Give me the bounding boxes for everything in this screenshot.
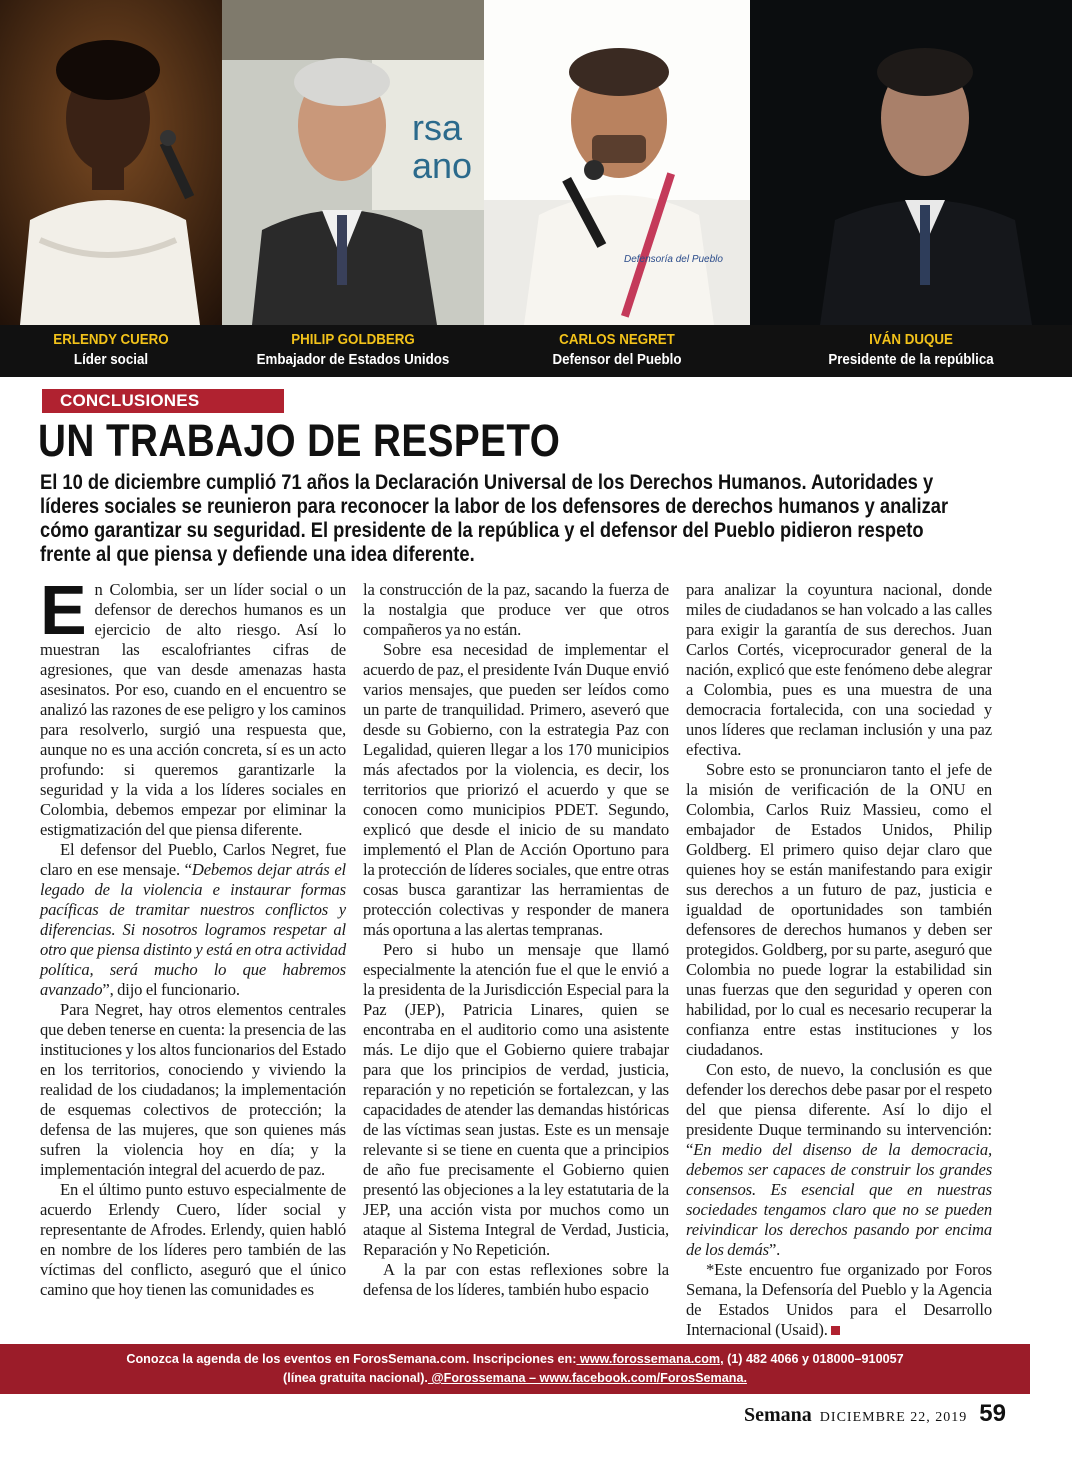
paragraph-text: ”.	[768, 1240, 781, 1259]
paragraph-text: *Este encuentro fue organizado por Foros Semana, la Defensoría del Pueblo y la Agencia de Estados Unidos para el Desarrollo Internacional (Usaid).	[686, 1260, 992, 1339]
paragraph: para analizar la coyuntura nacional, donde miles de ciudadanos se han volcado a las calles para exigir la garantía de sus derechos. Juan Carlos Cortés, viceprocurador general de la nación, explicó que este fenómeno debe alegrar a Colombia, pues es una muestra de una democracia fortalecida, con una sociedad y unos líderes que reclaman inclusión y una paz efectiva.	[686, 580, 992, 759]
caption-role: Defensor del Pueblo	[552, 352, 682, 368]
paragraph	[686, 1260, 992, 1340]
caption-role: Líder social	[73, 352, 149, 368]
social-link[interactable]: @Forossemana – www.facebook.com/ForosSemana.	[427, 1371, 747, 1385]
paragraph	[686, 1060, 992, 1260]
paragraph	[40, 840, 346, 1000]
end-mark-icon	[831, 1326, 840, 1335]
footer-text: Conozca la agenda de los eventos en ForosSemana.com. Inscripciones en:	[126, 1352, 577, 1366]
caption-role: Embajador de Estados Unidos	[256, 352, 450, 368]
footer-line-2	[0, 1369, 1030, 1388]
issue-date: DICIEMBRE 22, 2019	[819, 1410, 968, 1425]
drop-cap: E	[40, 571, 87, 649]
paragraph-text: ”, dijo el funcionario.	[102, 980, 240, 999]
quote-text: Debemos dejar atrás el legado de la violencia e instaurar formas pacíficas de tramitar nuestros conflictos y diferencias. Si nosotros logramos respetar al otro que piensa distinto y está en otra actividad política, será mucho lo que habremos avanzado	[40, 860, 346, 999]
caption-carlos-negret	[495, 325, 740, 377]
caption-name: ERLENDY CUERO	[53, 332, 169, 348]
caption-name: CARLOS NEGRET	[559, 332, 675, 348]
caption-ivan-duque	[763, 325, 1059, 377]
page-footer	[744, 1400, 1006, 1428]
website-link[interactable]: www.forossemana.com,	[576, 1352, 724, 1366]
footer-banner	[0, 1344, 1030, 1394]
paragraph: En el último punto estuvo especialmente de acuerdo Erlendy Cuero, líder social y representante de Afrodes. Erlendy, quien habló en nombre de los líderes pero también de las víctimas del conflicto, aseguró que el único camino que hoy tienen las comunidades es	[40, 1180, 346, 1299]
headline: UN TRABAJO DE RESPETO	[38, 415, 561, 466]
caption-bar	[0, 325, 1072, 377]
banner-text: rsa ano	[412, 107, 473, 186]
paragraph: Pero si hubo un mensaje que llamó especialmente la atención fue el que le envió a la presidenta de la Jurisdicción Especial para la Paz (JEP), Patricia Linares, quien se encontraba en el auditorio como una asistente más. Le dijo que el Gobierno quiere trabajar para que los principios de verdad, justicia, reparación y no repetición se fortalezcan, y las capacidades de atender las demandas históricas de las víctimas sean justas. Este es un mensaje relevante si se tiene en cuenta que a principios de año fue precisamente el Gobierno quien presentó las objeciones a la ley estatutaria de la JEP, una acción vista por muchos como un ataque al Sistema Integral de Verdad, Justicia, Reparación y No Repetición.	[363, 940, 669, 1259]
photo-ivan-duque	[750, 0, 1072, 325]
paragraph-text: n Colombia, ser un líder social o un defensor de derechos humanos es un ejercicio de alto riesgo. Así lo muestran las escalofriantes cifras de agresiones, que van desde amenazas hasta asesinatos. Por eso, cuando en el encuentro se analizó las razones de ese peligro y los caminos para resolverlo, surgió una respuesta que, aunque no es una acción concreta, sí es un acto profundo: si queremos garantizarle la seguridad y la vida a los líderes sociales en Colombia, debemos empezar por eliminar la estigmatización del que piensa diferente.	[40, 580, 346, 839]
quote-text: En medio del disenso de la democracia, debemos ser capaces de construir los grandes consensos. Es esencial que en nuestras sociedades tengamos claro que no se pueden reivindicar los derechos pasando por encima de los demás	[686, 1140, 992, 1259]
paragraph-text: Con esto, de nuevo, la conclusión es que defender los derechos debe pasar por el respeto del que piensa diferente. Así lo dijo el presidente Duque terminando su intervención: “	[686, 1060, 992, 1159]
footer-text: (línea gratuita nacional).	[283, 1371, 428, 1385]
column-3	[686, 580, 992, 1339]
photo-philip-goldberg	[222, 0, 484, 325]
column-1	[40, 571, 346, 1320]
photo-carlos-negret	[484, 0, 750, 325]
footer-text: (1) 482 4066 y 018000–910057	[723, 1352, 904, 1366]
paragraph: Para Negret, hay otros elementos centrales que deben tenerse en cuenta: la presencia de las instituciones y los altos funcionarios del Estado en los territorios, conociendo y viviendo la realidad de los ciudadanos; la implementación de esquemas colectivos de protección; la defensa de las mujeres, que son quienes más sufren la violencia hoy en día; y la implementación integral del acuerdo de paz.	[40, 1000, 346, 1179]
lede: El 10 de diciembre cumplió 71 años la Declaración Universal de los Derechos Humanos. Autoridades y líderes sociales se reunieron para reconocer la labor de los defensores de derechos humanos y analizar cómo garantizar su seguridad. El presidente de la república y el defensor del Pueblo pidieron respeto frente al que piensa y defiende una idea diferente.	[40, 470, 949, 566]
paragraph: la construcción de la paz, sacando la fuerza de la nostalgia que produce ver que otros compañeros ya no están.	[363, 580, 669, 639]
section-tag: CONCLUSIONES	[42, 389, 284, 413]
caption-philip-goldberg	[232, 325, 473, 377]
column-2	[363, 580, 669, 1320]
caption-name: PHILIP GOLDBERG	[291, 332, 415, 348]
paragraph	[40, 571, 346, 840]
paragraph: Sobre esa necesidad de implementar el acuerdo de paz, el presidente Iván Duque envió varios mensajes, que pueden ser leídos como un parte de tranquilidad. Primero, aseveró que desde su Gobierno, con la estrategia Paz con Legalidad, quieren llegar a los 170 municipios más afectados por la violencia, es decir, los territorios que priorizó el acuerdo y que se conocen como municipios PDET. Segundo, explicó que desde el inicio de su mandato implementó el Plan de Acción Oportuno para la protección de líderes sociales, que entre otras cosas busca garantizar las herramientas de protección colectivas y responder de manera más oportuna a las alertas tempranas.	[363, 640, 669, 939]
caption-name: IVÁN DUQUE	[869, 332, 953, 348]
footer-line-1	[0, 1350, 1030, 1369]
page-number: 59	[979, 1400, 1006, 1427]
photo-strip	[0, 0, 1072, 325]
paragraph-text: El defensor del Pueblo, Carlos Negret, fue claro en ese mensaje. “	[40, 840, 346, 879]
photo-erlendy-cuero	[0, 0, 222, 325]
paragraph: Sobre esto se pronunciaron tanto el jefe de la misión de verificación de la ONU en Colombia, Carlos Ruiz Massieu, como el embajador de Estados Unidos, Philip Goldberg. El primero quiso dejar claro que quienes hoy se están manifestando para exigir sus derechos a un futuro de paz, justicia e igualdad de oportunidades son también defensores de derechos humanos y deben ser protegidos. Goldberg, por su parte, aseguró que Colombia no puede lograr la estabilidad sin unas fuerzas que den seguridad y operen con habilidad, por lo cual es necesario recuperar la confianza entre estas instituciones y los ciudadanos.	[686, 760, 992, 1059]
caption-role: Presidente de la república	[828, 352, 994, 368]
paragraph: A la par con estas reflexiones sobre la defensa de los líderes, también hubo espacio	[363, 1260, 669, 1299]
badge-text: Defensoría del Pueblo	[624, 254, 723, 265]
magazine-brand: Semana	[744, 1404, 812, 1426]
article-body	[40, 571, 992, 1339]
caption-erlendy-cuero	[9, 325, 213, 377]
